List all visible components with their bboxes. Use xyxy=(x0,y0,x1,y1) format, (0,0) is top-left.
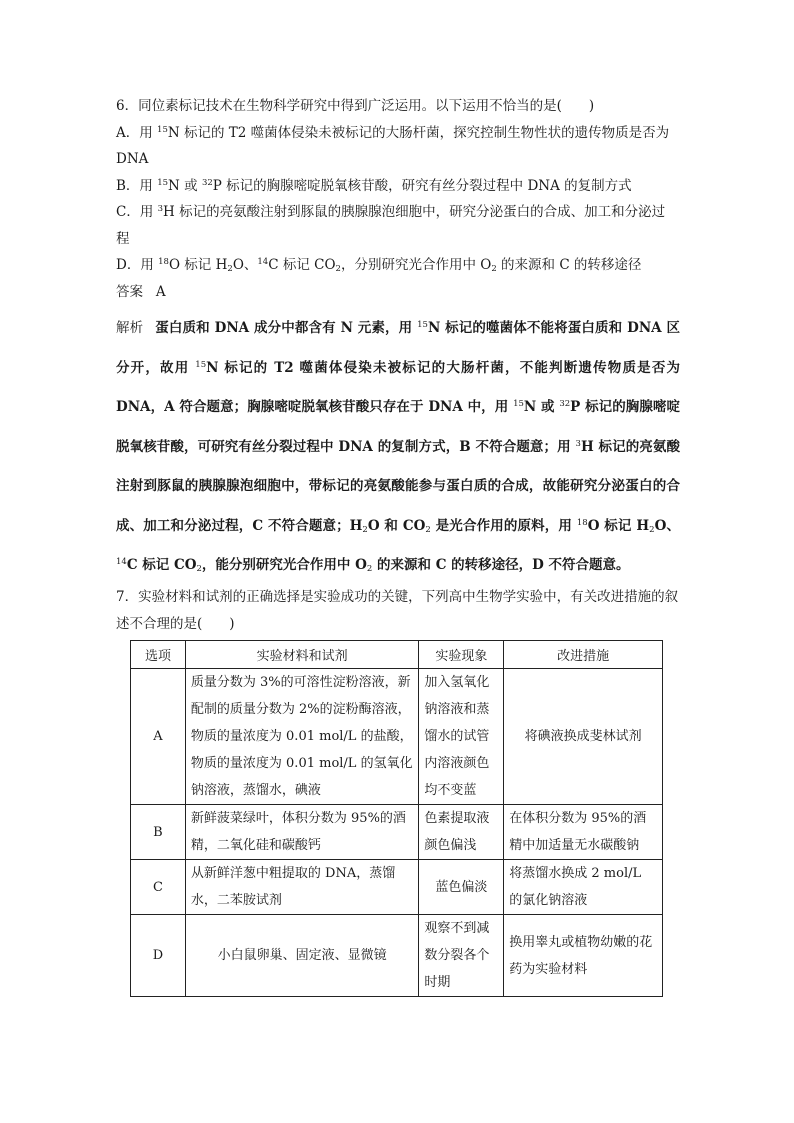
answer-value: A xyxy=(155,283,166,300)
answer-label: 答案 xyxy=(116,283,143,300)
header-option: 选项 xyxy=(131,641,186,669)
cell-materials: 从新鲜洋葱中粗提取的 DNA，蒸馏水，二苯胺试剂 xyxy=(185,860,419,915)
options-table xyxy=(130,640,663,997)
cell-improvement: 将蒸馏水换成 2 mol/L 的氯化钠溶液 xyxy=(504,860,663,915)
question-6-option-c: C．用 $^3$H 标记的亮氨酸注射到豚鼠的胰腺腺泡细胞中，研究分泌蛋白的合成、加工和分泌过 程 xyxy=(116,204,666,247)
cell-materials: 新鲜菠菜绿叶，体积分数为 95%的酒精，二氧化硅和碳酸钙 xyxy=(185,805,419,860)
table-row xyxy=(131,669,663,805)
table-row xyxy=(131,915,663,997)
question-6 xyxy=(116,93,678,305)
cell-materials: 质量分数为 3%的可溶性淀粉溶液，新配制的质量分数为 2%的淀粉酶溶液，物质的量浓度为 0.01 mol/L 的盐酸，物质的量浓度为 0.01 mol/L 的氢氧化钠溶液，蒸馏水，碘液 xyxy=(185,669,419,805)
question-6-stem: 6．同位素标记技术在生物科学研究中得到广泛运用。以下运用不恰当的是( ) xyxy=(116,98,595,114)
table-row xyxy=(131,860,663,915)
header-improvement: 改进措施 xyxy=(504,641,663,669)
question-7-stem: 7．实验材料和试剂的正确选择是实验成功的关键，下列高中生物学实验中，有关改进措施的叙述不合理的是( ) xyxy=(116,589,679,632)
header-phenomenon: 实验现象 xyxy=(419,641,504,669)
question-6-option-d: D．用 $^{18}$O 标记 $H_2O$、$^{14}$C 标记 $CO_2$，分别研究光合作用中 $O_2$ 的来源和 C 的转移途径 xyxy=(116,257,642,274)
cell-option: A xyxy=(131,669,186,805)
analysis-label: 解析 xyxy=(116,320,144,336)
cell-phenomenon: 加入氢氧化钠溶液和蒸馏水的试管内溶液颜色均不变蓝 xyxy=(419,669,504,805)
cell-option: D xyxy=(131,915,186,997)
table-row xyxy=(131,805,663,860)
question-6-answer xyxy=(116,279,678,306)
cell-improvement: 换用睾丸或植物幼嫩的花药为实验材料 xyxy=(504,915,663,997)
cell-option: B xyxy=(131,805,186,860)
question-6-option-a: A．用 $^{15}$N 标记的 T2 噬菌体侵染未被标记的大肠杆菌，探究控制生物性状的遗传物质是否为 DNA xyxy=(116,124,670,167)
cell-option: C xyxy=(131,860,186,915)
table-header-row xyxy=(131,641,663,669)
cell-materials: 小白鼠卵巢、固定液、显微镜 xyxy=(185,915,419,997)
header-materials: 实验材料和试剂 xyxy=(185,641,419,669)
cell-improvement: 在体积分数为 95%的酒精中加适量无水碳酸钠 xyxy=(504,805,663,860)
question-6-analysis: 解析 蛋白质和 DNA 成分中都含有 N 元素，用 $^{15}$N 标记的噬菌体不能将蛋白质和 DNA 区分开，故用 $^{15}$N 标记的 T2 噬菌体侵染未被标记的大肠杆菌，不能判断遗传物质是否为 DNA，A 符合题意；胸腺嘧啶脱氧核苷酸只存在于 DNA 中，用 $^{15}$N 或 $^{32}$P 标记的胸腺嘧啶脱氧核苷酸，可研究有丝分裂过程中 DNA 的复制方式，B 不符合题意；用 $^3$H 标记的亮氨酸注射到豚鼠的胰腺腺泡细胞中，带标记的亮氨酸能参与蛋白质的合成，故能研究分泌蛋白的合成、加工和分泌过程，C 不符合题意；$H_2O$ 和 $CO_2$ 是光合作用的原料，用 $^{18}$O 标记 $H_2O$、$^{14}$C 标记 $CO_2$，能分别研究光合作用中 $O_2$ 的来源和 C 的转移途径，D 不符合题意。 xyxy=(116,320,680,574)
question-6-option-b: B．用 $^{15}$N 或 $^{32}$P 标记的胸腺嘧啶脱氧核苷酸，研究有丝分裂过程中 DNA 的复制方式 xyxy=(116,177,632,194)
cell-phenomenon: 蓝色偏淡 xyxy=(419,860,504,915)
cell-phenomenon: 色素提取液颜色偏浅 xyxy=(419,805,504,860)
cell-phenomenon: 观察不到减数分裂各个时期 xyxy=(419,915,504,997)
cell-improvement: 将碘液换成斐林试剂 xyxy=(504,669,663,805)
